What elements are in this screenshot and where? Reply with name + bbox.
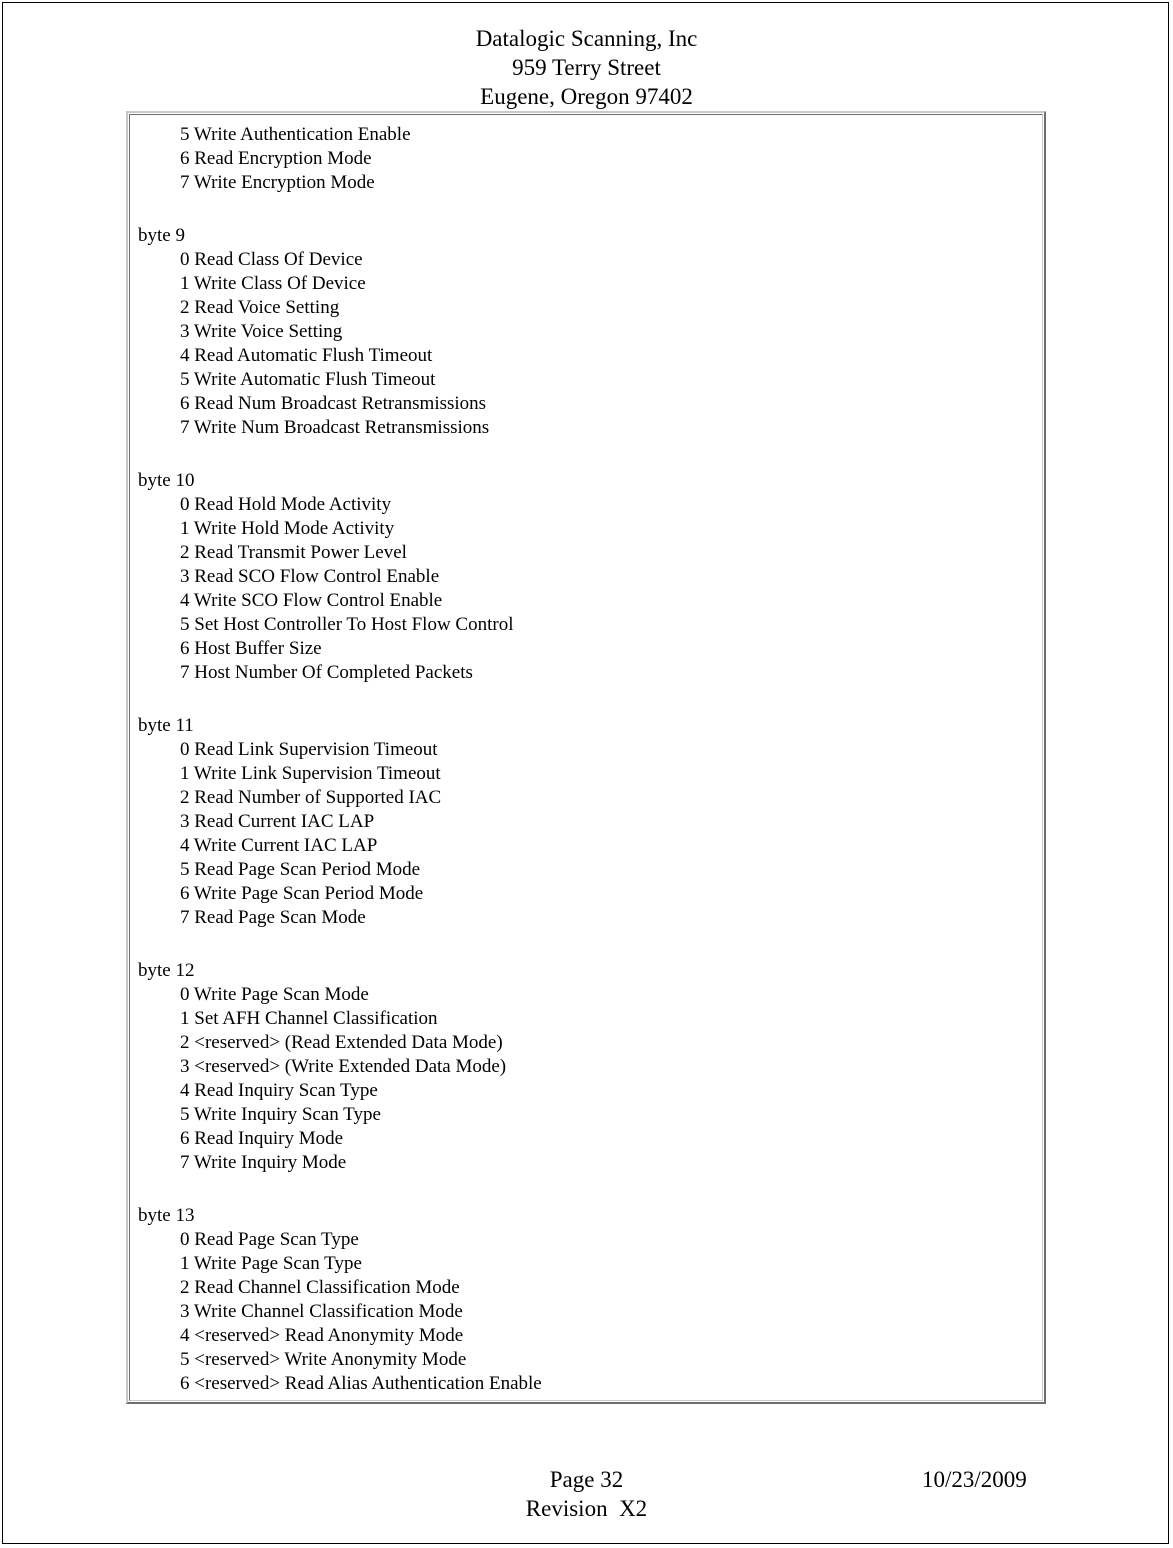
revision: Revision X2 bbox=[525, 1496, 648, 1521]
company-street: 959 Terry Street bbox=[512, 55, 661, 80]
list-item: 6 Host Buffer Size bbox=[180, 638, 322, 659]
list-item: 5 <reserved> Write Anonymity Mode bbox=[180, 1349, 467, 1370]
list-item: 7 Host Number Of Completed Packets bbox=[180, 662, 473, 683]
byte-label: byte 10 bbox=[138, 470, 195, 491]
page-header bbox=[0, 24, 1173, 111]
list-item: 0 Write Page Scan Mode bbox=[180, 984, 369, 1005]
byte-group bbox=[138, 224, 1042, 440]
byte-label: byte 11 bbox=[138, 715, 194, 736]
list-item: 5 Write Inquiry Scan Type bbox=[180, 1104, 381, 1125]
list-item: 3 <reserved> (Write Extended Data Mode) bbox=[180, 1056, 507, 1077]
byte-label: byte 13 bbox=[138, 1205, 195, 1226]
list-item: 3 Write Voice Setting bbox=[180, 321, 343, 342]
list-item: 2 Read Number of Supported IAC bbox=[180, 787, 442, 808]
list-item: 2 Read Transmit Power Level bbox=[180, 542, 407, 563]
list-item: 0 Read Link Supervision Timeout bbox=[180, 739, 438, 760]
list-item: 5 Write Automatic Flush Timeout bbox=[180, 369, 436, 390]
list-item: 4 Write SCO Flow Control Enable bbox=[180, 590, 443, 611]
company-city: Eugene, Oregon 97402 bbox=[480, 84, 693, 109]
list-item: 2 Read Channel Classification Mode bbox=[180, 1277, 460, 1298]
list-item: 6 Read Num Broadcast Retransmissions bbox=[180, 393, 487, 414]
list-item: 3 Read Current IAC LAP bbox=[180, 811, 375, 832]
list-item: 7 Write Inquiry Mode bbox=[180, 1152, 347, 1173]
list-item: 0 Read Page Scan Type bbox=[180, 1229, 359, 1250]
list-item: 7 Write Encryption Mode bbox=[180, 172, 375, 193]
list-item: 5 Set Host Controller To Host Flow Control bbox=[180, 614, 514, 635]
list-item: 1 Set AFH Channel Classification bbox=[180, 1008, 438, 1029]
list-item: 1 Write Hold Mode Activity bbox=[180, 518, 395, 539]
byte-group bbox=[138, 714, 1042, 930]
byte-group bbox=[138, 469, 1042, 685]
list-item: 5 Write Authentication Enable bbox=[180, 124, 411, 145]
byte-group bbox=[138, 959, 1042, 1175]
byte-label: byte 12 bbox=[138, 960, 195, 981]
list-item: 5 Read Page Scan Period Mode bbox=[180, 859, 421, 880]
list-item: 4 Write Current IAC LAP bbox=[180, 835, 378, 856]
list-item: 0 Read Class Of Device bbox=[180, 249, 363, 270]
content-list bbox=[129, 114, 1043, 1401]
list-item: 1 Write Link Supervision Timeout bbox=[180, 763, 441, 784]
byte-group bbox=[138, 1204, 1042, 1396]
list-item: 6 Read Encryption Mode bbox=[180, 148, 372, 169]
list-item: 4 Read Inquiry Scan Type bbox=[180, 1080, 378, 1101]
company-name: Datalogic Scanning, Inc bbox=[475, 26, 698, 51]
list-item: 6 Read Inquiry Mode bbox=[180, 1128, 344, 1149]
list-item: 4 <reserved> Read Anonymity Mode bbox=[180, 1325, 464, 1346]
list-item: 7 Write Num Broadcast Retransmissions bbox=[180, 417, 490, 438]
footer-date: 10/23/2009 bbox=[922, 1467, 1027, 1492]
list-item: 3 Write Channel Classification Mode bbox=[180, 1301, 463, 1322]
leading-items bbox=[138, 123, 1042, 195]
list-item: 0 Read Hold Mode Activity bbox=[180, 494, 392, 515]
list-item: 3 Read SCO Flow Control Enable bbox=[180, 566, 440, 587]
content-box bbox=[126, 111, 1046, 1404]
list-item: 2 <reserved> (Read Extended Data Mode) bbox=[180, 1032, 503, 1053]
list-item: 6 Write Page Scan Period Mode bbox=[180, 883, 424, 904]
list-item: 2 Read Voice Setting bbox=[180, 297, 340, 318]
list-item: 6 <reserved> Read Alias Authentication Enable bbox=[180, 1373, 542, 1394]
list-item: 1 Write Page Scan Type bbox=[180, 1253, 362, 1274]
list-item: 7 Read Page Scan Mode bbox=[180, 907, 366, 928]
list-item: 1 Write Class Of Device bbox=[180, 273, 366, 294]
byte-label: byte 9 bbox=[138, 225, 185, 246]
byte-groups bbox=[138, 224, 1042, 1396]
list-item: 4 Read Automatic Flush Timeout bbox=[180, 345, 433, 366]
page-number: Page 32 bbox=[549, 1467, 624, 1492]
